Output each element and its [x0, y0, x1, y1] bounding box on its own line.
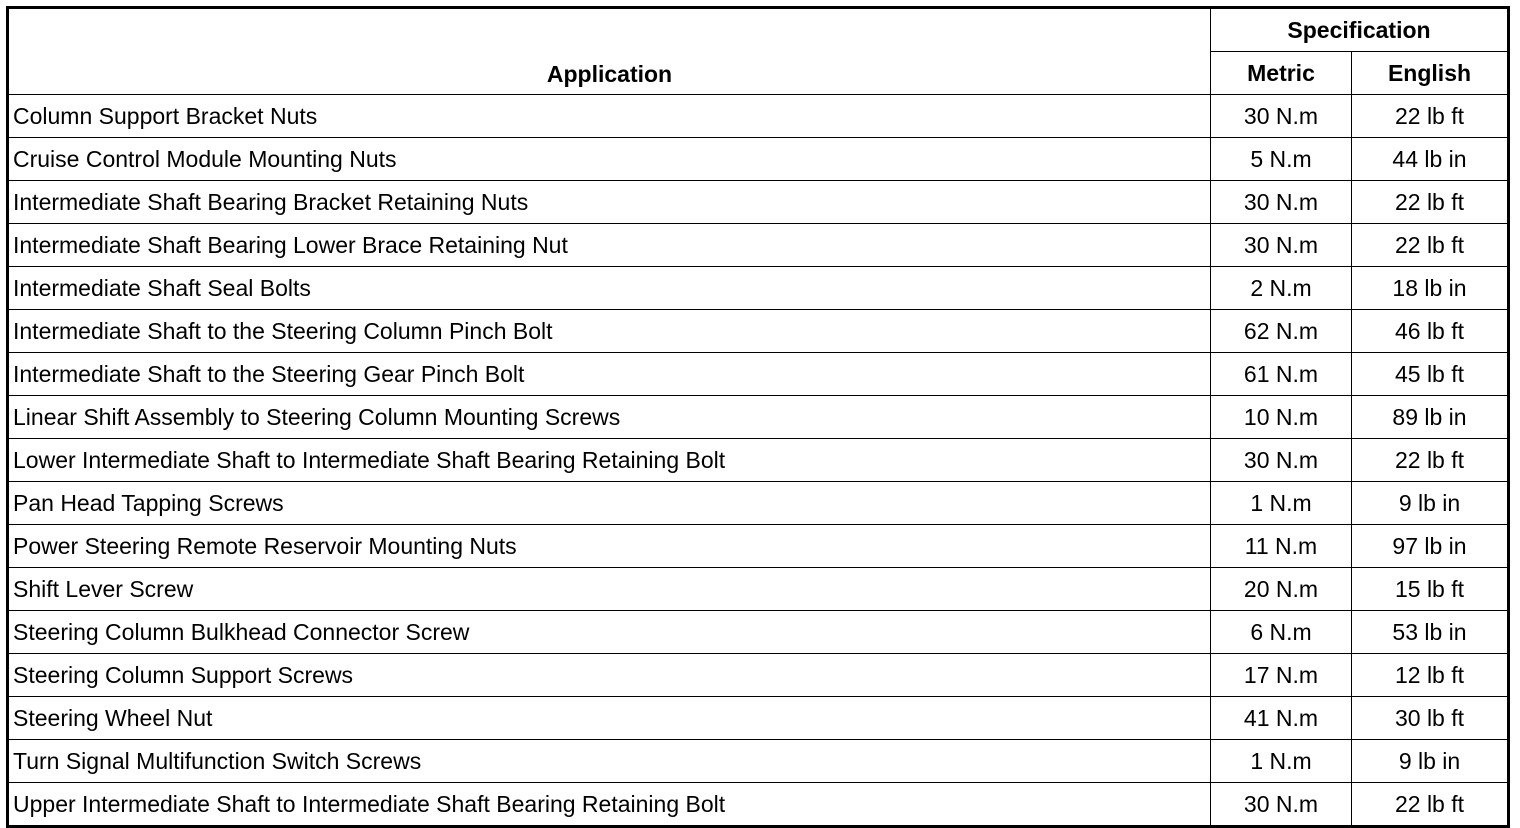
- application-cell: Turn Signal Multifunction Switch Screws: [8, 740, 1211, 783]
- application-cell: Lower Intermediate Shaft to Intermediate Shaft Bearing Retaining Bolt: [8, 439, 1211, 482]
- application-cell: Cruise Control Module Mounting Nuts: [8, 138, 1211, 181]
- metric-value-cell: 5 N.m: [1211, 138, 1352, 181]
- metric-column-header: Metric: [1211, 52, 1352, 95]
- application-cell: Intermediate Shaft Bearing Bracket Retaining Nuts: [8, 181, 1211, 224]
- table-row: [8, 697, 1509, 740]
- application-cell: Upper Intermediate Shaft to Intermediate Shaft Bearing Retaining Bolt: [8, 783, 1211, 827]
- english-value-cell: 12 lb ft: [1352, 654, 1509, 697]
- metric-value-cell: 1 N.m: [1211, 482, 1352, 525]
- table-row: [8, 353, 1509, 396]
- metric-value-cell: 6 N.m: [1211, 611, 1352, 654]
- table-header: [8, 8, 1509, 95]
- english-value-cell: 46 lb ft: [1352, 310, 1509, 353]
- specification-group-header: Specification: [1211, 8, 1509, 52]
- table-row: [8, 654, 1509, 697]
- metric-value-cell: 30 N.m: [1211, 181, 1352, 224]
- application-cell: Intermediate Shaft Seal Bolts: [8, 267, 1211, 310]
- table-body: [8, 95, 1509, 827]
- table-row: [8, 95, 1509, 138]
- application-cell: Intermediate Shaft Bearing Lower Brace Retaining Nut: [8, 224, 1211, 267]
- english-value-cell: 22 lb ft: [1352, 783, 1509, 827]
- table-row: [8, 611, 1509, 654]
- application-cell: Steering Wheel Nut: [8, 697, 1211, 740]
- table-row: [8, 783, 1509, 827]
- english-column-header: English: [1352, 52, 1509, 95]
- english-value-cell: 22 lb ft: [1352, 181, 1509, 224]
- english-value-cell: 44 lb in: [1352, 138, 1509, 181]
- english-value-cell: 22 lb ft: [1352, 439, 1509, 482]
- metric-value-cell: 11 N.m: [1211, 525, 1352, 568]
- table-row: [8, 740, 1509, 783]
- english-value-cell: 22 lb ft: [1352, 224, 1509, 267]
- table-row: [8, 439, 1509, 482]
- application-cell: Intermediate Shaft to the Steering Column Pinch Bolt: [8, 310, 1211, 353]
- application-cell: Linear Shift Assembly to Steering Column Mounting Screws: [8, 396, 1211, 439]
- metric-value-cell: 30 N.m: [1211, 439, 1352, 482]
- metric-value-cell: 30 N.m: [1211, 224, 1352, 267]
- metric-value-cell: 20 N.m: [1211, 568, 1352, 611]
- metric-value-cell: 30 N.m: [1211, 95, 1352, 138]
- application-cell: Power Steering Remote Reservoir Mounting Nuts: [8, 525, 1211, 568]
- table-row: [8, 267, 1509, 310]
- metric-value-cell: 2 N.m: [1211, 267, 1352, 310]
- table-row: [8, 310, 1509, 353]
- application-cell: Shift Lever Screw: [8, 568, 1211, 611]
- metric-value-cell: 61 N.m: [1211, 353, 1352, 396]
- table-row: [8, 482, 1509, 525]
- application-cell: Steering Column Support Screws: [8, 654, 1211, 697]
- application-column-header: Application: [8, 8, 1211, 95]
- english-value-cell: 30 lb ft: [1352, 697, 1509, 740]
- metric-value-cell: 62 N.m: [1211, 310, 1352, 353]
- english-value-cell: 9 lb in: [1352, 482, 1509, 525]
- english-value-cell: 22 lb ft: [1352, 95, 1509, 138]
- english-value-cell: 89 lb in: [1352, 396, 1509, 439]
- table-row: [8, 525, 1509, 568]
- table-row: [8, 224, 1509, 267]
- english-value-cell: 53 lb in: [1352, 611, 1509, 654]
- metric-value-cell: 30 N.m: [1211, 783, 1352, 827]
- header-row-top: [8, 8, 1509, 52]
- table-row: [8, 138, 1509, 181]
- metric-value-cell: 10 N.m: [1211, 396, 1352, 439]
- english-value-cell: 97 lb in: [1352, 525, 1509, 568]
- application-cell: Column Support Bracket Nuts: [8, 95, 1211, 138]
- english-value-cell: 18 lb in: [1352, 267, 1509, 310]
- english-value-cell: 9 lb in: [1352, 740, 1509, 783]
- english-value-cell: 15 lb ft: [1352, 568, 1509, 611]
- metric-value-cell: 1 N.m: [1211, 740, 1352, 783]
- application-cell: Pan Head Tapping Screws: [8, 482, 1211, 525]
- table-row: [8, 181, 1509, 224]
- table-row: [8, 568, 1509, 611]
- english-value-cell: 45 lb ft: [1352, 353, 1509, 396]
- metric-value-cell: 17 N.m: [1211, 654, 1352, 697]
- application-cell: Steering Column Bulkhead Connector Screw: [8, 611, 1211, 654]
- fastener-specification-table: [6, 6, 1510, 828]
- metric-value-cell: 41 N.m: [1211, 697, 1352, 740]
- table-row: [8, 396, 1509, 439]
- application-cell: Intermediate Shaft to the Steering Gear Pinch Bolt: [8, 353, 1211, 396]
